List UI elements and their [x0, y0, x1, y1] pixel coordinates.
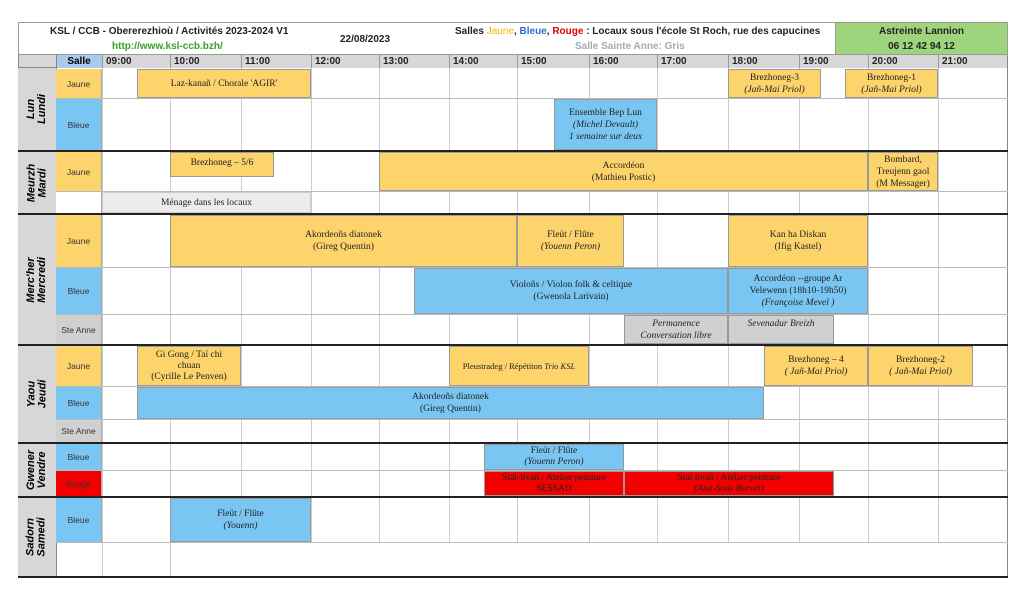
- room-label-rouge: Rouge: [56, 471, 102, 496]
- day-text: Yaou Jeudi: [24, 379, 48, 409]
- activity-title-2: Velewenn (18h10-19h50): [749, 286, 847, 296]
- activity-pleustradeg[interactable]: [449, 346, 589, 386]
- activity-ensemble-bep-lun[interactable]: [554, 99, 657, 150]
- time-1500: 15:00: [517, 55, 589, 68]
- time-1800: 18:00: [728, 55, 799, 68]
- salle-header: Salle: [56, 55, 102, 68]
- activity-kan-ha-diskan[interactable]: [728, 215, 868, 267]
- activity-title: Sevenadur Breizh: [747, 319, 815, 329]
- day-text: Merc'her Mercredi: [25, 256, 49, 303]
- activity-fleut-flute[interactable]: [517, 215, 624, 267]
- activity-teacher: (Youenn): [223, 521, 258, 531]
- grid-line: [241, 68, 242, 543]
- activity-chorale-agir[interactable]: [137, 69, 311, 98]
- time-1200: 12:00: [311, 55, 379, 68]
- legend-sep-1: ,: [513, 26, 520, 37]
- room-label-bleue: Bleue: [56, 268, 102, 314]
- activity-title: Akordeoñs diatonek: [305, 230, 382, 240]
- time-1900: 19:00: [799, 55, 868, 68]
- day-label-mardi: [18, 152, 56, 213]
- activity-title: Bombard,: [884, 154, 922, 165]
- salle-annexe-note: Salle Sainte Anne: Gris: [575, 41, 685, 52]
- time-1700: 17:00: [657, 55, 728, 68]
- activity-menage[interactable]: [102, 192, 311, 213]
- activity-bombard[interactable]: [868, 152, 938, 191]
- activity-teacher: (Ifig Kastel): [774, 242, 822, 252]
- activity-title: [463, 360, 575, 372]
- activity-akordeons-jeudi[interactable]: [137, 387, 764, 419]
- activity-title: Brezhoneg-3: [749, 72, 800, 83]
- activity-title-2: chuan: [177, 360, 201, 371]
- grid-line: [18, 98, 1008, 99]
- activity-violons[interactable]: [414, 268, 728, 314]
- activity-sevenadur-breizh[interactable]: [728, 315, 834, 344]
- table-bottom: [18, 576, 1008, 578]
- room-label-jaune: Jaune: [56, 215, 102, 267]
- activity-stal-livan-bervet[interactable]: [624, 471, 834, 496]
- activity-teacher: (Jañ-Mai Priol): [861, 84, 922, 95]
- room-label-bleue: Bleue: [56, 99, 102, 150]
- activity-brezhoneg-5-6[interactable]: [170, 152, 274, 177]
- activity-title: Accordéon: [602, 160, 645, 171]
- activity-teacher: ( Jañ-Mai Priol): [889, 367, 952, 377]
- activity-accordeon-postic[interactable]: [379, 152, 868, 191]
- activity-teacher: (Jañ-Mai Priol): [744, 84, 805, 95]
- grid-line: [18, 314, 1008, 315]
- day-text: Gwener Vendre: [25, 449, 49, 491]
- rooms-suffix: : Locaux sous l'école St Roch, rue des capucines: [583, 26, 821, 37]
- room-label-bleue: Bleue: [56, 444, 102, 470]
- time-2100: 21:00: [938, 55, 1008, 68]
- website-link[interactable]: http://www.ksl-ccb.bzh/: [112, 41, 223, 52]
- room-legend-jaune: Jaune: [486, 26, 514, 37]
- activity-brezhoneg-4[interactable]: [764, 346, 868, 386]
- room-legend-bleue: Bleue: [519, 26, 547, 37]
- grid-line: [102, 68, 103, 577]
- activity-title: Brezhoneg-1: [866, 72, 917, 83]
- activity-title: Stal livañ / Atelier peinture: [677, 472, 781, 483]
- activity-title: Brezhoneg – 4: [788, 355, 844, 365]
- activity-title: Brezhoneg – 5/6: [190, 158, 254, 168]
- document-date: 22/08/2023: [340, 34, 391, 45]
- activity-title: Violoñs / Violon folk & celtique: [509, 280, 633, 290]
- activity-teacher: (Gireg Quentin): [313, 242, 374, 252]
- grid-line: [379, 68, 380, 543]
- activity-accordeon-groupe[interactable]: [728, 268, 868, 314]
- activity-title: Kan ha Diskan: [769, 230, 827, 240]
- room-label-empty: [56, 192, 102, 213]
- grid-line: [938, 68, 939, 543]
- activity-title: Ménage dans les locaux: [160, 197, 252, 208]
- astreinte-phone: 06 12 42 94 12: [888, 41, 955, 52]
- activity-title: Fleüt / Flûte: [530, 446, 578, 456]
- time-1400: 14:00: [449, 55, 517, 68]
- activity-title: Accordéon --groupe Ar: [753, 274, 843, 284]
- grid-line: [868, 68, 869, 543]
- time-0900: 09:00: [102, 55, 170, 68]
- activity-title-main: Pleustradeg / Répétiton: [462, 361, 545, 371]
- time-1300: 13:00: [379, 55, 449, 68]
- activity-permanence[interactable]: [624, 315, 728, 344]
- activity-teacher: ( Jañ-Mai Priol): [784, 367, 848, 377]
- grid-line: [18, 542, 1008, 543]
- activity-brezhoneg-2[interactable]: [868, 346, 973, 386]
- room-legend-rouge: Rouge: [552, 26, 584, 37]
- day-label-mercredi: [18, 215, 56, 344]
- room-label-ste-anne: Ste Anne: [56, 420, 102, 442]
- activity-title: Fleüt / Flûte: [547, 230, 594, 240]
- day-label-vendredi: [18, 444, 56, 496]
- activity-note: 1 semaine sur deux: [568, 131, 643, 142]
- day-label-samedi: [18, 498, 56, 576]
- activity-title-2: Treujenn gaol: [876, 166, 930, 177]
- grid-line: [1007, 55, 1008, 577]
- room-label-bleue: Bleue: [56, 387, 102, 419]
- day-text: Sadorn Samedi: [25, 517, 49, 557]
- activity-fleut-samedi[interactable]: [170, 498, 311, 542]
- day-text: Lun Lundi: [25, 94, 48, 124]
- activity-title: Laz-kanañ / Chorale 'AGIR': [170, 78, 278, 89]
- day-separator: [18, 496, 1008, 498]
- rooms-legend: [455, 26, 820, 37]
- activity-brezhoneg-3[interactable]: [728, 69, 821, 98]
- activity-title: Fleüt / Flûte: [217, 509, 264, 519]
- day-label-jeudi: [18, 346, 56, 442]
- activity-title-trio: Trio KSL: [544, 361, 576, 371]
- activity-teacher: SESSAD: [536, 483, 572, 494]
- activity-akordeons-diatonek[interactable]: [170, 215, 517, 267]
- activity-gi-gong[interactable]: [137, 346, 241, 386]
- activity-teacher: (Gireg Quentin): [420, 404, 481, 414]
- activity-stal-livan-sessad[interactable]: [484, 471, 624, 496]
- activity-teacher: (Mathieu Postic): [591, 172, 656, 183]
- activity-title: Ensemble Bep Lun: [569, 107, 642, 118]
- activity-teacher: (Michel Devault): [572, 119, 639, 130]
- activity-teacher: (Youenn Peron): [524, 457, 584, 467]
- activity-title: Permanence: [652, 318, 700, 329]
- activity-title: Akordeoñs diatonek: [412, 392, 489, 402]
- activity-title-2: Conversation libre: [640, 330, 712, 341]
- activity-fleut-vendredi[interactable]: [484, 444, 624, 470]
- room-label-jaune: Jaune: [56, 69, 102, 98]
- activity-teacher: (Ana-Soaz Bervet): [694, 483, 764, 494]
- activity-teacher: (Youenn Peron): [540, 242, 601, 252]
- activity-title: Brezhoneg-2: [895, 355, 946, 365]
- room-label-jaune: Jaune: [56, 152, 102, 191]
- rooms-prefix: Salles: [455, 26, 487, 37]
- activity-teacher: (Gwenola Larivain): [533, 292, 609, 302]
- activity-title: Stal-livañ / Atelier peinture: [502, 472, 606, 483]
- activity-title: Gi Gong / Taï chi: [155, 349, 223, 360]
- room-label-jaune: Jaune: [56, 346, 102, 386]
- time-1100: 11:00: [241, 55, 311, 68]
- legend-sep-2: ,: [546, 26, 553, 37]
- activity-teacher: (M Messager): [876, 178, 930, 189]
- activity-teacher: (Cyrille Le Penven): [151, 371, 227, 382]
- room-label-bleue: Bleue: [56, 498, 102, 542]
- astreinte-title: Astreinte Lannion: [878, 26, 964, 37]
- day-text: Meurzh Mardi: [25, 163, 48, 202]
- grid-line: [18, 419, 1008, 420]
- time-1600: 16:00: [589, 55, 657, 68]
- day-label-lundi: [18, 68, 56, 150]
- grid-line: [311, 68, 312, 543]
- time-1000: 10:00: [170, 55, 241, 68]
- room-label-ste-anne: Ste Anne: [56, 315, 102, 344]
- activity-teacher: (Françoise Mevel ): [761, 298, 835, 308]
- document-title: KSL / CCB - Obererezhioù / Activités 2023-2024 V1: [50, 26, 289, 37]
- activity-brezhoneg-1[interactable]: [845, 69, 938, 98]
- time-2000: 20:00: [868, 55, 938, 68]
